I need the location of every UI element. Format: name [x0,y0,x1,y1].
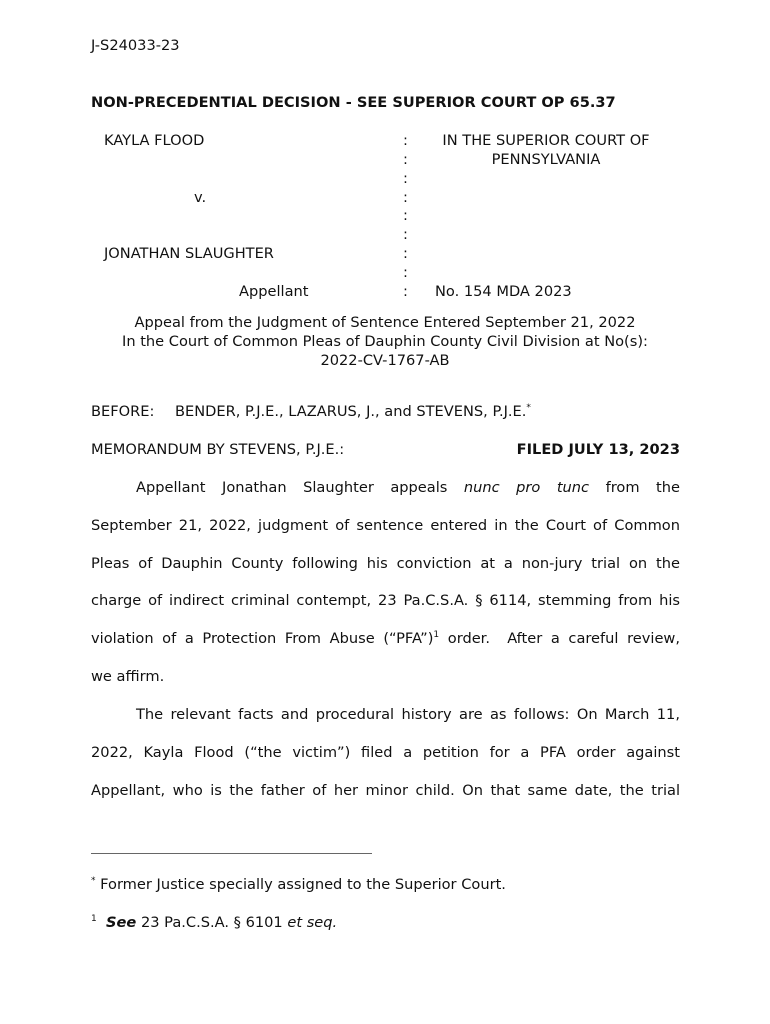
paragraph-line: we affirm. [91,667,165,685]
footnote-star-ref: * [526,403,531,413]
paragraph-line: September 21, 2022, judgment of sentence entered in the Court of Common [91,516,680,534]
appellant-name: JONATHAN SLAUGHTER [104,245,274,262]
paragraph-text: order. After a careful review, [439,630,680,648]
appeal-line2: In the Court of Common Pleas of Dauphin County Civil Division at No(s): [122,333,648,350]
filed-date: FILED JULY 13, 2023 [516,441,680,458]
appellee-name: KAYLA FLOOD [104,132,205,149]
decision-title: NON-PRECEDENTIAL DECISION - SEE SUPERIOR COURT OP 65.37 [91,94,616,111]
paragraph-text: Appellant Jonathan Slaughter appeals [136,479,448,496]
citation-signal: See [106,914,137,931]
appeal-line1: Appeal from the Judgment of Sentence Entered September 21, 2022 [134,314,636,331]
caption-colon: : [403,283,408,300]
footnote-divider [91,853,372,854]
appellant-role: Appellant [239,283,309,300]
appeal-line3: 2022-CV-1767-AB [320,352,450,369]
court-name-line2: PENNSYLVANIA [491,151,601,168]
paragraph-line: The relevant facts and procedural history are as follows: On March 11, [136,706,680,723]
caption-colon: : [403,226,408,243]
latin-phrase: nunc pro tunc [463,479,590,496]
paragraph-line: Pleas of Dauphin County following his conviction at a non-jury trial on the [91,554,680,572]
before-label: BEFORE: [91,403,155,420]
body-paragraph-1 [91,469,680,696]
caption-colon: : [403,245,408,262]
footnote-marker: * [91,876,96,886]
caption-colon: : [403,264,408,281]
paragraph-text: from the [605,479,680,496]
footnote-1-ref: 1 [433,630,440,641]
body-paragraph-2 [91,696,680,809]
paragraph-line [91,620,680,658]
caption-colon: : [403,207,408,224]
paragraph-text: violation of a Protection From Abuse (“PFA”) [91,630,434,648]
caption-colon: : [403,189,408,206]
paragraph-line [91,469,680,507]
footnote-marker: 1 [91,914,97,924]
footnote-italic: et seq. [287,914,338,931]
docket-header: J-S24033-23 [91,37,180,54]
footnote-star [91,876,506,893]
footnote-text: Former Justice specially assigned to the Superior Court. [100,876,506,893]
paragraph-line: Appellant, who is the father of her minor child. On that same date, the trial [91,781,680,799]
paragraph-line: charge of indirect criminal contempt, 23 Pa.C.S.A. § 6114, stemming from his [91,592,680,610]
memorandum-author: MEMORANDUM BY STEVENS, P.J.E.: [91,441,345,458]
court-name-line1: IN THE SUPERIOR COURT OF [442,132,650,149]
footnote-text: 23 Pa.C.S.A. § 6101 [136,914,288,931]
footnote-1 [91,914,337,931]
caption-colon: : [403,151,408,168]
panel-judges [175,403,531,420]
caption-colon: : [403,132,408,149]
versus-label: v. [194,189,207,206]
caption-colon: : [403,170,408,187]
paragraph-line: 2022, Kayla Flood (“the victim”) filed a petition for a PFA order against [91,743,680,761]
docket-number: No. 154 MDA 2023 [435,283,572,300]
panel-judges-text: BENDER, P.J.E., LAZARUS, J., and STEVENS, P.J.E. [175,403,527,420]
